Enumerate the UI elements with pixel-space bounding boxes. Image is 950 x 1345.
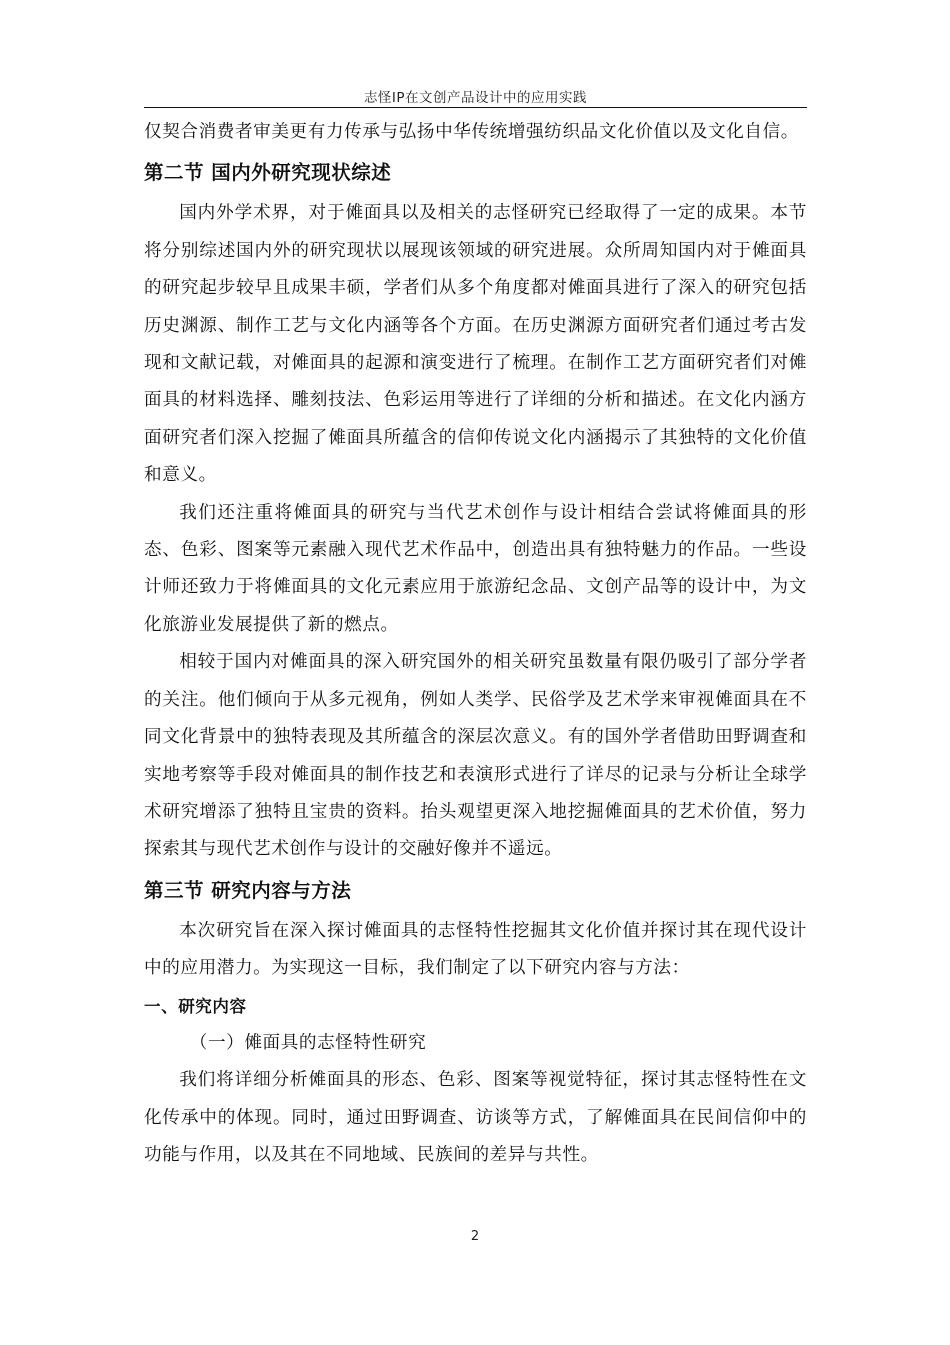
paragraph-domestic-overview: 国内外学术界，对于傩面具以及相关的志怪研究已经取得了一定的成果。本节将分别综述国内外的研究现状以展现该领域的研究进展。众所周知国内对于傩面具的研究起步较早且成果丰硕，学者们从多个角度都对傩面具进行了深入的研究包括历史渊源、制作工艺与文化内涵等各个方面。在历史渊源方面研究者们通过考古发现和文献记载，对傩面具的起源和演变进行了梳理。在制作工艺方面研究者们对傩面具的材料选择、雕刻技法、色彩运用等进行了详细的分析和描述。在文化内涵方面研究者们深入挖掘了傩面具所蕴含的信仰传说文化内涵揭示了其独特的文化价值和意义。 — [144, 203, 807, 486]
section-heading-2: 第二节 国内外研究现状综述 — [144, 161, 392, 185]
page-number: 2 — [470, 1229, 480, 1244]
subheading-research-content: 一、研究内容 — [144, 996, 247, 1016]
paragraph-contemporary-design: 我们还注重将傩面具的研究与当代艺术创作与设计相结合尝试将傩面具的形态、色彩、图案等元素融入现代艺术作品中，创造出具有独特魅力的作品。一些设计师还致力于将傩面具的文化元素应用于旅游纪念品、文创产品等的设计中，为文化旅游业发展提供了新的燃点。 — [144, 502, 807, 635]
subheading-item-1: （一）傩面具的志怪特性研究 — [189, 1032, 427, 1053]
paragraph-foreign-research: 相较于国内对傩面具的深入研究国外的相关研究虽数量有限仍吸引了部分学者的关注。他们倾向于从多元视角，例如人类学、民俗学及艺术学来审视傩面具在不同文化背景中的独特表现及其所蕴含的深层次意义。有的国外学者借助田野调查和实地考察等手段对傩面具的制作技艺和表演形式进行了详尽的记录与分析让全球学术研究增添了独特且宝贵的资料。抬头观望更深入地挖掘傩面具的艺术价值，努力探索其与现代艺术创作与设计的交融好像并不遥远。 — [144, 652, 807, 860]
paragraph-visual-analysis: 我们将详细分析傩面具的形态、色彩、图案等视觉特征，探讨其志怪特性在文化传承中的体现。同时，通过田野调查、访谈等方式，了解傩面具在民间信仰中的功能与作用，以及其在不同地域、民族间的差异与共性。 — [144, 1070, 807, 1166]
paragraph-continuation: 仅契合消费者审美更有力传承与弘扬中华传统增强纺织品文化价值以及文化自信。 — [144, 122, 799, 142]
body-text — [144, 114, 807, 1175]
section-heading-3: 第三节 研究内容与方法 — [144, 878, 352, 902]
header-rule — [144, 107, 807, 108]
running-header: 志怪IP在文创产品设计中的应用实践 — [363, 90, 588, 106]
paragraph-research-aim: 本次研究旨在深入探讨傩面具的志怪特性挖掘其文化价值并探讨其在现代设计中的应用潜力。为实现这一目标，我们制定了以下研究内容与方法： — [144, 920, 807, 979]
